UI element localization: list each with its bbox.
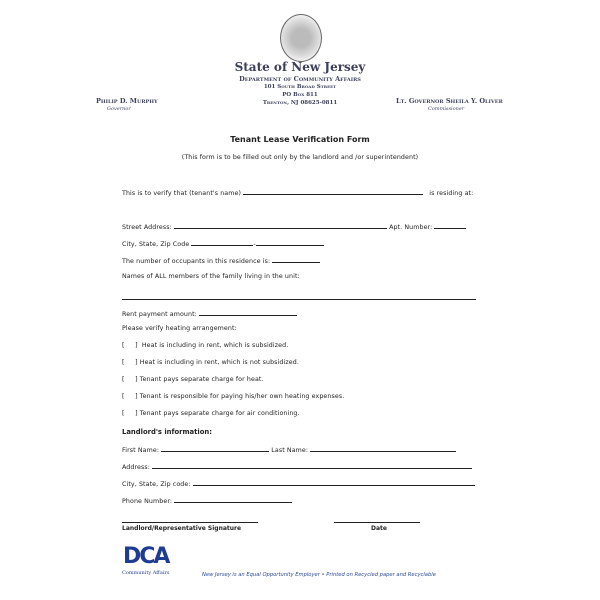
landlord-city-row: City, State, Zip code: — [122, 479, 475, 488]
address-line-1: 101 South Broad Street — [263, 84, 337, 90]
checkbox[interactable]: [ ] — [122, 359, 138, 366]
checkbox[interactable]: [ ] — [122, 342, 138, 349]
signature-label: Landlord/Representative Signature — [122, 525, 242, 532]
commissioner-name: Lt. Governor Sheila Y. Oliver — [396, 97, 503, 105]
street-row: Street Address: Apt. Number: — [122, 222, 466, 231]
phone-field[interactable] — [174, 496, 292, 503]
commissioner-title: Commissioner — [428, 106, 465, 112]
occupants-row: The number of occupants in this residence is: — [122, 256, 320, 265]
footer-notice: New Jersey is an Equal Opportunity Employer • Printed on Recycled paper and Recyclable — [202, 572, 436, 578]
governor-title: Governor — [107, 106, 131, 112]
first-name-field[interactable] — [161, 445, 269, 452]
signature-field[interactable] — [122, 516, 258, 523]
rent-amount-field[interactable] — [199, 309, 297, 316]
date-field[interactable] — [334, 516, 420, 523]
date-label: Date — [371, 525, 387, 532]
city-row: City, State, Zip Code - — [122, 239, 324, 248]
landlord-address-row: Address: — [122, 462, 472, 471]
form-subtitle: (This form is to be filled out only by the landlord and /or superintendent) — [181, 154, 419, 161]
governor-name: Philip D. Murphy — [96, 97, 158, 105]
landlord-address-field[interactable] — [152, 462, 472, 469]
form-title: Tenant Lease Verification Form — [230, 135, 370, 144]
heating-option[interactable]: [ ] Tenant pays separate charge for air conditioning. — [122, 410, 300, 417]
address-line-2: PO Box 811 — [282, 92, 318, 98]
landlord-city-field[interactable] — [193, 479, 475, 486]
occupants-field[interactable] — [272, 256, 320, 263]
rent-row: Rent payment amount: — [122, 309, 297, 318]
family-names-field[interactable] — [122, 293, 476, 300]
heating-option[interactable]: [ ] Tenant pays separate charge for heat. — [122, 376, 264, 383]
state-name: State of New Jersey — [234, 60, 366, 74]
zip-code-field[interactable] — [256, 239, 324, 246]
heating-label: Please verify heating arrangement: — [122, 325, 237, 332]
checkbox[interactable]: [ ] — [122, 376, 138, 383]
street-address-field[interactable] — [174, 222, 387, 229]
department-name: Department of Community Affairs — [239, 75, 361, 83]
state-seal-icon — [280, 14, 322, 62]
heating-option[interactable]: [ ] Heat is including in rent, which is subsidized. — [122, 342, 289, 349]
city-state-field[interactable] — [191, 239, 253, 246]
phone-row: Phone Number: — [122, 496, 292, 505]
dca-logo: DCA — [123, 544, 169, 569]
heating-option[interactable]: [ ] Tenant is responsible for paying his/her own heating expenses. — [122, 393, 345, 400]
names-label: Names of ALL members of the family living in the unit: — [122, 273, 300, 280]
dca-logo-subtitle: Community Affairs — [122, 570, 170, 576]
apt-number-field[interactable] — [434, 222, 466, 229]
heating-option[interactable]: [ ] Heat is including in rent, which is not subsidized. — [122, 359, 299, 366]
address-line-3: Trenton, NJ 08625-0811 — [262, 100, 338, 106]
checkbox[interactable]: [ ] — [122, 393, 138, 400]
checkbox[interactable]: [ ] — [122, 410, 138, 417]
landlord-name-row: First Name: Last Name: — [122, 445, 456, 454]
landlord-heading: Landlord's information: — [122, 428, 212, 436]
last-name-field[interactable] — [310, 445, 456, 452]
tenant-name-row: This is to verify that (tenant's name) is residing at: — [122, 190, 474, 197]
tenant-name-field[interactable] — [243, 188, 423, 195]
